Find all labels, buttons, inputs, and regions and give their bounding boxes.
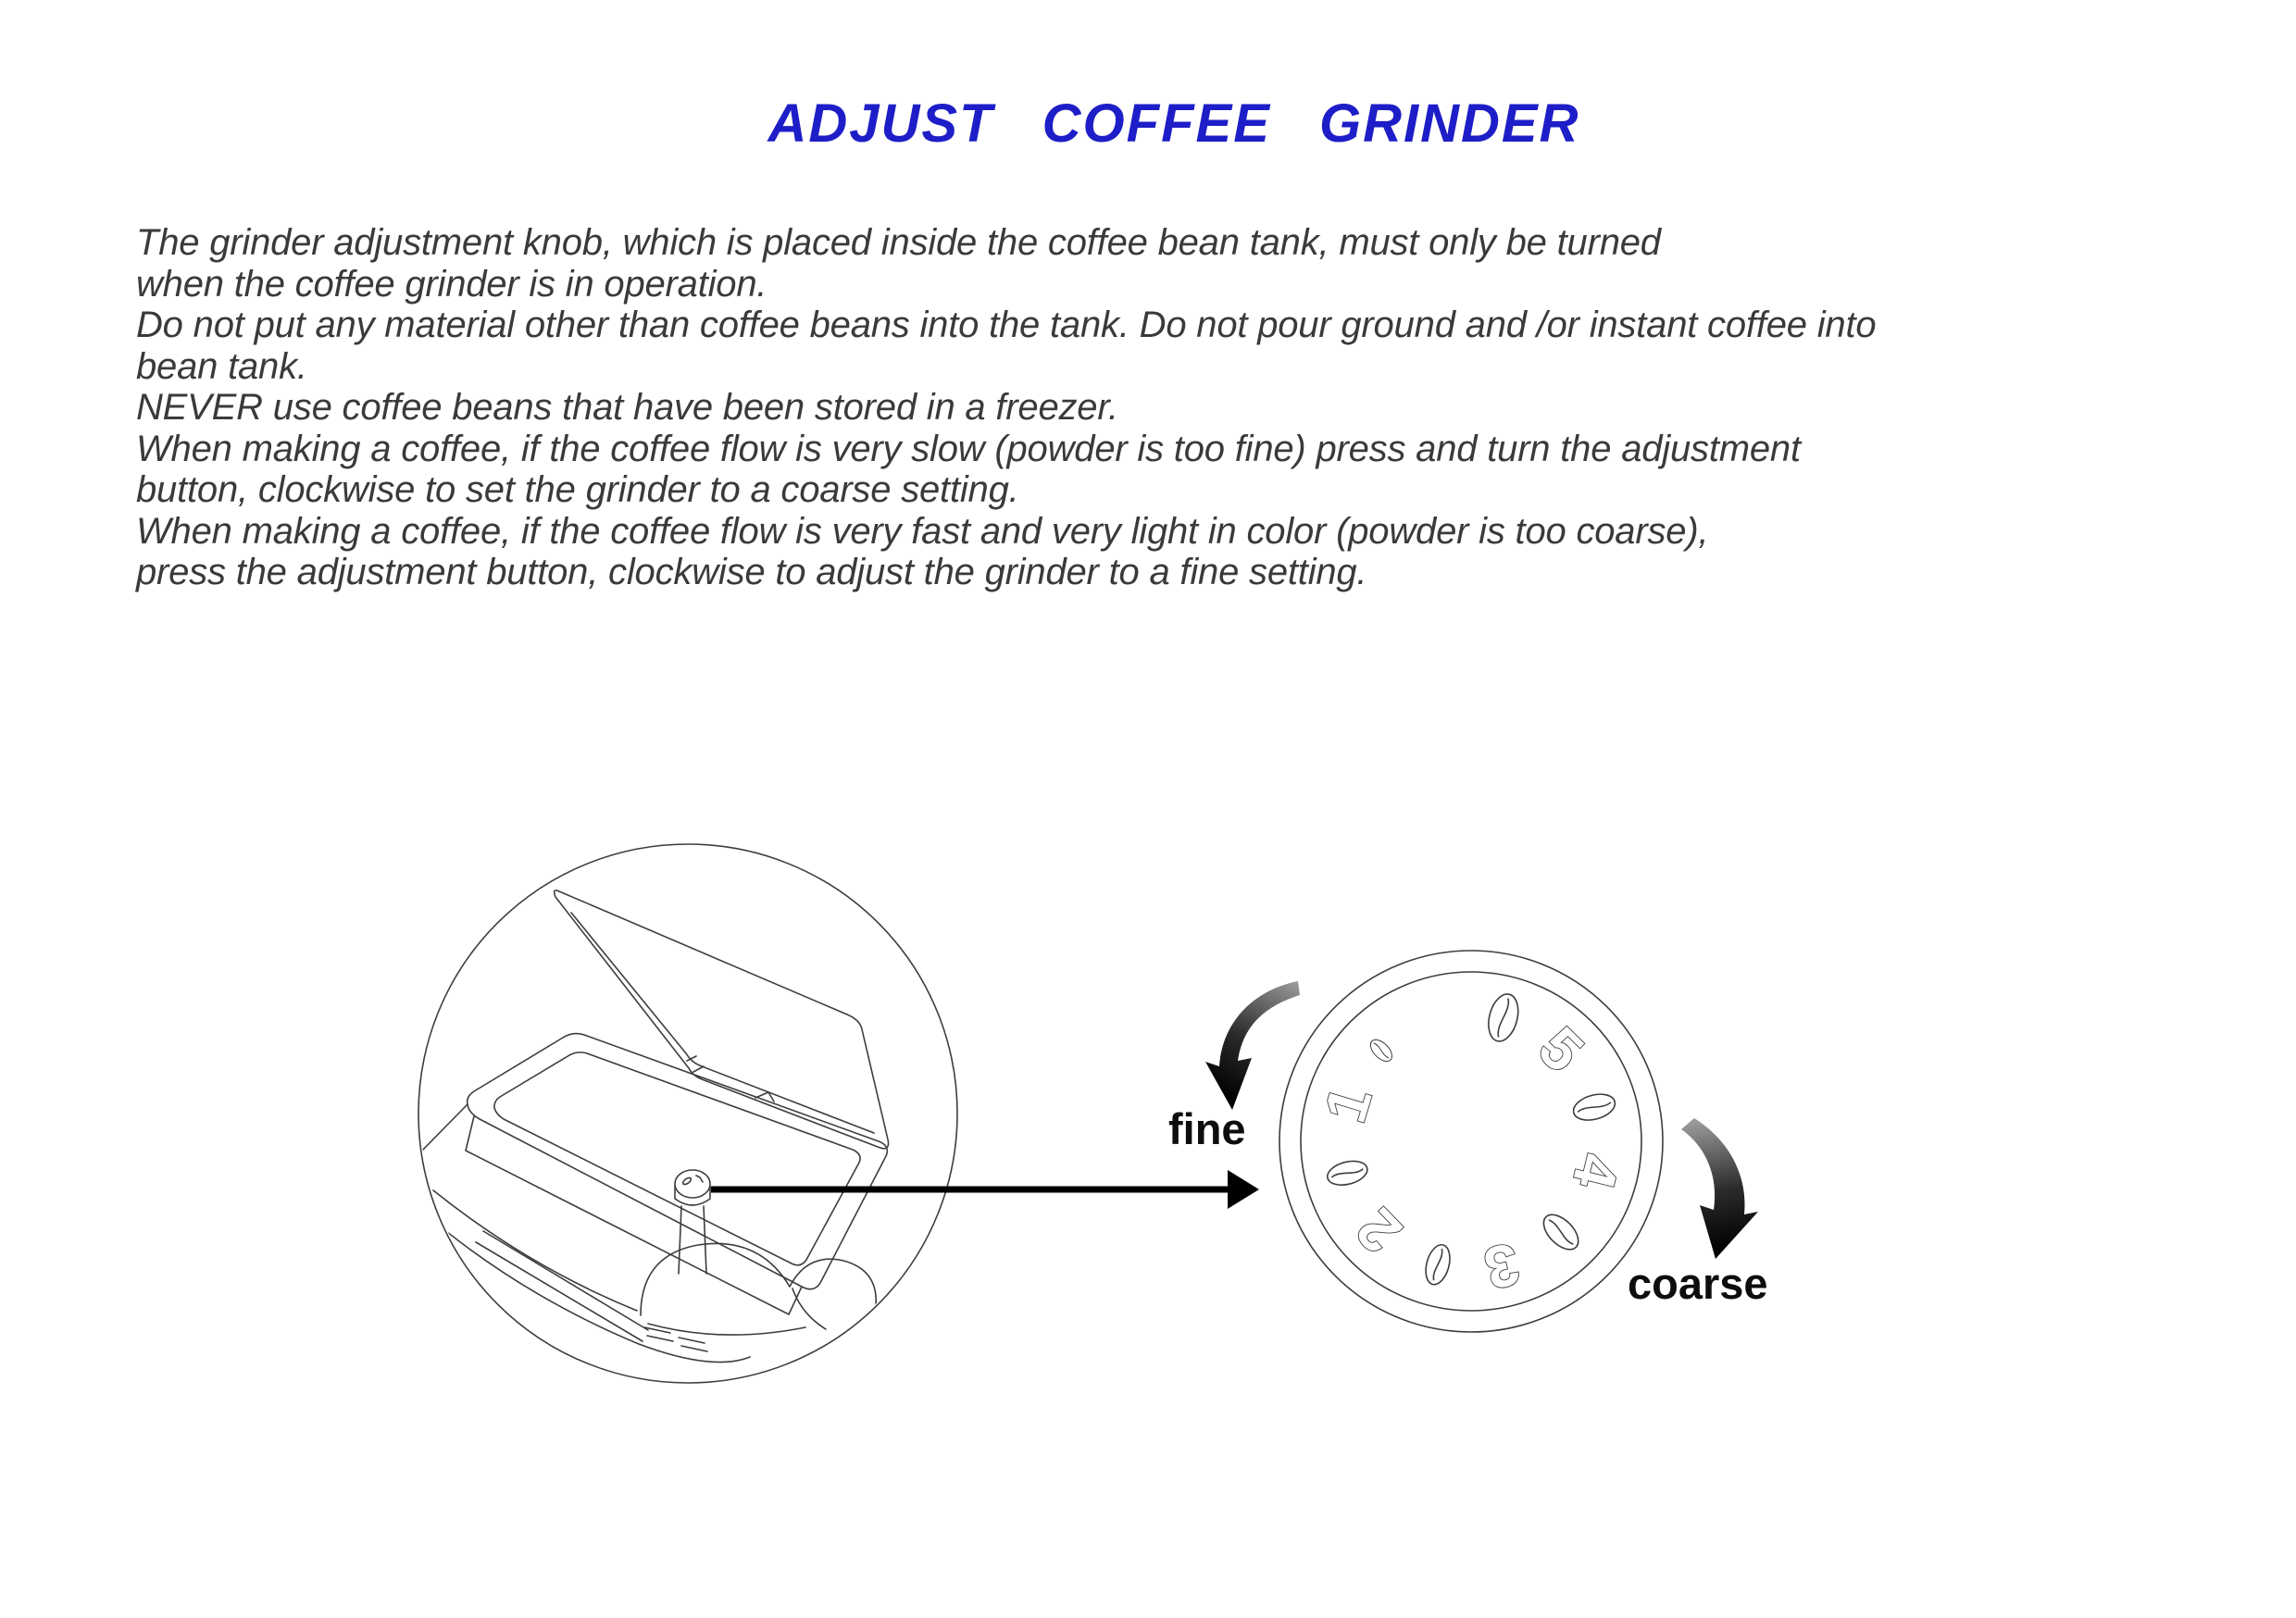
instruction-line: NEVER use coffee beans that have been stored in a freezer. [136, 387, 1118, 428]
instruction-line: Do not put any material other than coffee beans into the tank. Do not pour ground and /or instant coffee into [136, 305, 1877, 345]
machine-body-lines [418, 1104, 802, 1363]
tank-lid-open [555, 890, 889, 1149]
dial-number: 1 [1311, 1078, 1385, 1130]
coffee-bean-icon [1538, 1209, 1585, 1256]
instruction-line: When making a coffee, if the coffee flow is very fast and very light in color (powder is too coarse), [136, 510, 1709, 552]
dial-number: 2 [1342, 1195, 1415, 1266]
fine-label: fine [1168, 1104, 1246, 1153]
coffee-bean-icon [1484, 991, 1523, 1045]
coffee-bean-icon [1570, 1089, 1617, 1124]
coffee-bean-icon [1422, 1242, 1454, 1288]
adjustment-knob [675, 1170, 710, 1274]
bean-tank-illustration [418, 844, 957, 1383]
coarse-rotation-arrow [1681, 1118, 1758, 1259]
instruction-line: when the coffee grinder is in operation. [136, 263, 767, 305]
grinder-dial [1279, 951, 1663, 1332]
pointer-arrow [711, 1170, 1259, 1209]
instruction-line: When making a coffee, if the coffee flow is very slow (powder is too fine) press and turn the adjustment [136, 428, 1801, 469]
coffee-bean-icon [1325, 1157, 1370, 1189]
dial-outer-ring [1279, 951, 1663, 1332]
dial-inner-ring [1301, 972, 1641, 1311]
instruction-line: bean tank. [136, 345, 307, 387]
instruction-line: The grinder adjustment knob, which is placed inside the coffee bean tank, must only be turned [136, 222, 1661, 263]
coarse-label: coarse [1628, 1259, 1768, 1308]
coffee-bean-icon [1366, 1036, 1396, 1065]
grille-lines [644, 1327, 707, 1351]
instruction-line: press the adjustment button, clockwise to adjust the grinder to a fine setting. [136, 552, 1367, 592]
instruction-line: button, clockwise to set the grinder to a coarse setting. [136, 469, 1019, 510]
dial-number: 5 [1526, 1014, 1597, 1085]
dial-number: 4 [1559, 1147, 1633, 1196]
dial-number: 3 [1478, 1229, 1527, 1303]
page-title: ADJUST COFFEE GRINDER [767, 93, 1580, 154]
